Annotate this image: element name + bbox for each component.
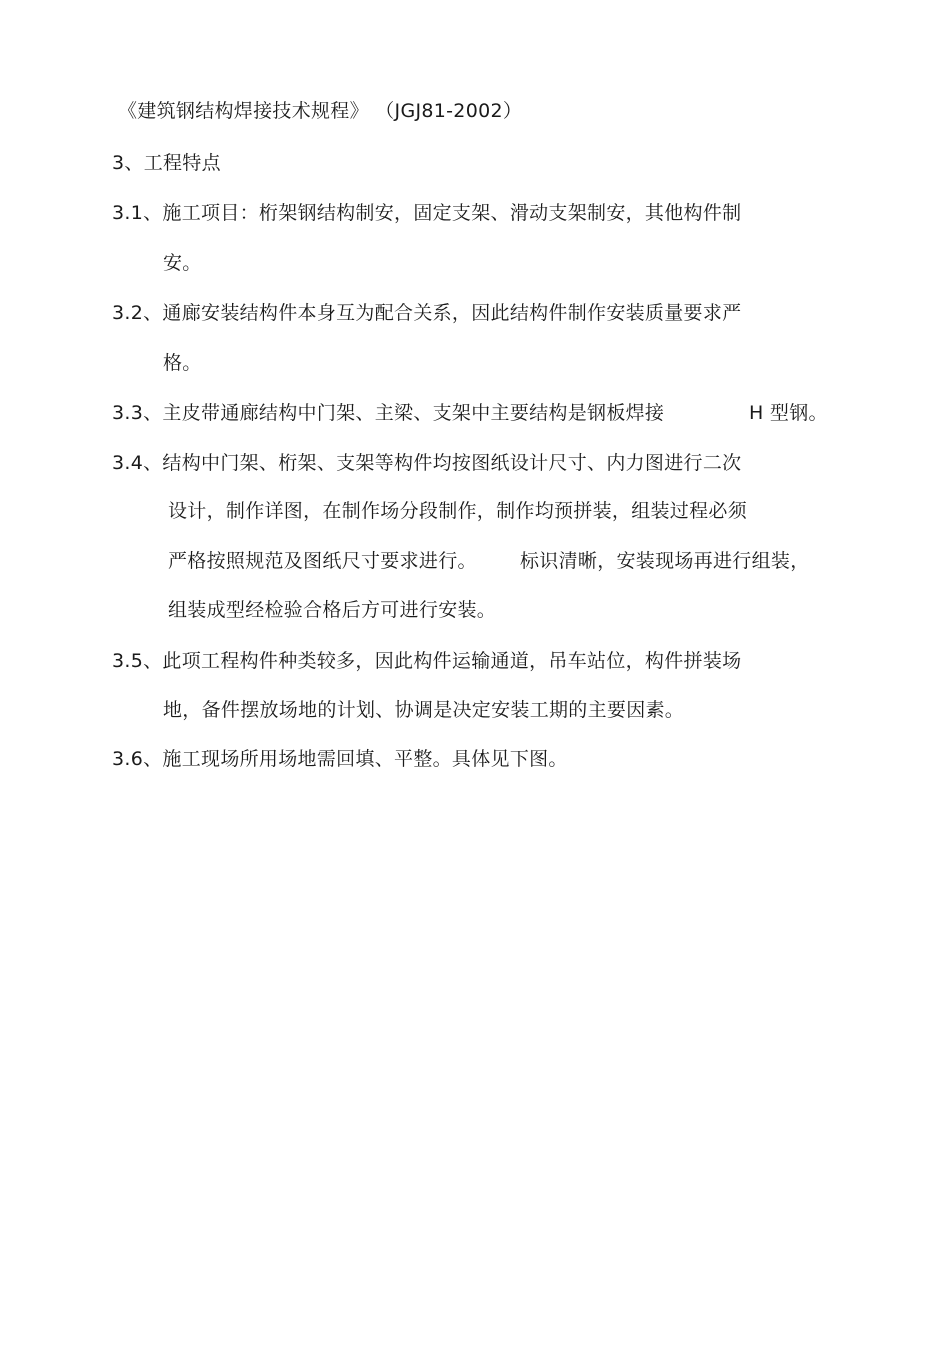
item-number: 3.5、	[112, 650, 163, 672]
item-3-5	[112, 649, 741, 673]
item-text: 施工现场所用场地需回填、平整。具体见下图。	[162, 748, 568, 770]
item-3-1	[112, 201, 741, 225]
item-number: 3.4、	[112, 452, 163, 474]
item-number: 3.1、	[112, 202, 163, 224]
item-3-2-continuation: 格。	[163, 352, 202, 374]
item-3-2	[112, 301, 741, 325]
item-text: 结构中门架、桁架、支架等构件均按图纸设计尺寸、内力图进行二次	[162, 452, 742, 474]
item-3-4-line-4: 组装成型经检验合格后方可进行安装。	[168, 599, 497, 621]
item-3-5-continuation: 地，备件摆放场地的计划、协调是决定安装工期的主要因素。	[163, 699, 685, 721]
item-3-6	[112, 747, 568, 771]
item-text: 施工项目：桁架钢结构制安，固定支架、滑动支架制安，其他构件制	[162, 202, 742, 224]
item-3-4-line-3-tail: 标识清晰，安装现场再进行组装，	[520, 550, 810, 572]
item-3-3	[112, 401, 664, 425]
item-3-4-line-2: 设计，制作详图，在制作场分段制作，制作均预拼装，组装过程必须	[168, 500, 748, 522]
item-text: 主皮带通廊结构中门架、主梁、支架中主要结构是钢板焊接	[162, 402, 665, 424]
section-heading: 3、工程特点	[112, 152, 221, 174]
item-3-4	[112, 451, 741, 475]
item-3-3-tail: H 型钢。	[749, 402, 828, 424]
item-number: 3.3、	[112, 402, 163, 424]
item-text: 此项工程构件种类较多，因此构件运输通道，吊车站位，构件拼装场	[162, 650, 742, 672]
item-3-4-line-3: 严格按照规范及图纸尺寸要求进行。	[168, 550, 477, 572]
item-number: 3.6、	[112, 748, 163, 770]
item-text: 通廊安装结构件本身互为配合关系，因此结构件制作安装质量要求严	[162, 302, 742, 324]
item-number: 3.2、	[112, 302, 163, 324]
reference-standard: 《建筑钢结构焊接技术规程》 （JGJ81-2002）	[118, 100, 523, 122]
item-3-1-continuation: 安。	[163, 252, 202, 274]
